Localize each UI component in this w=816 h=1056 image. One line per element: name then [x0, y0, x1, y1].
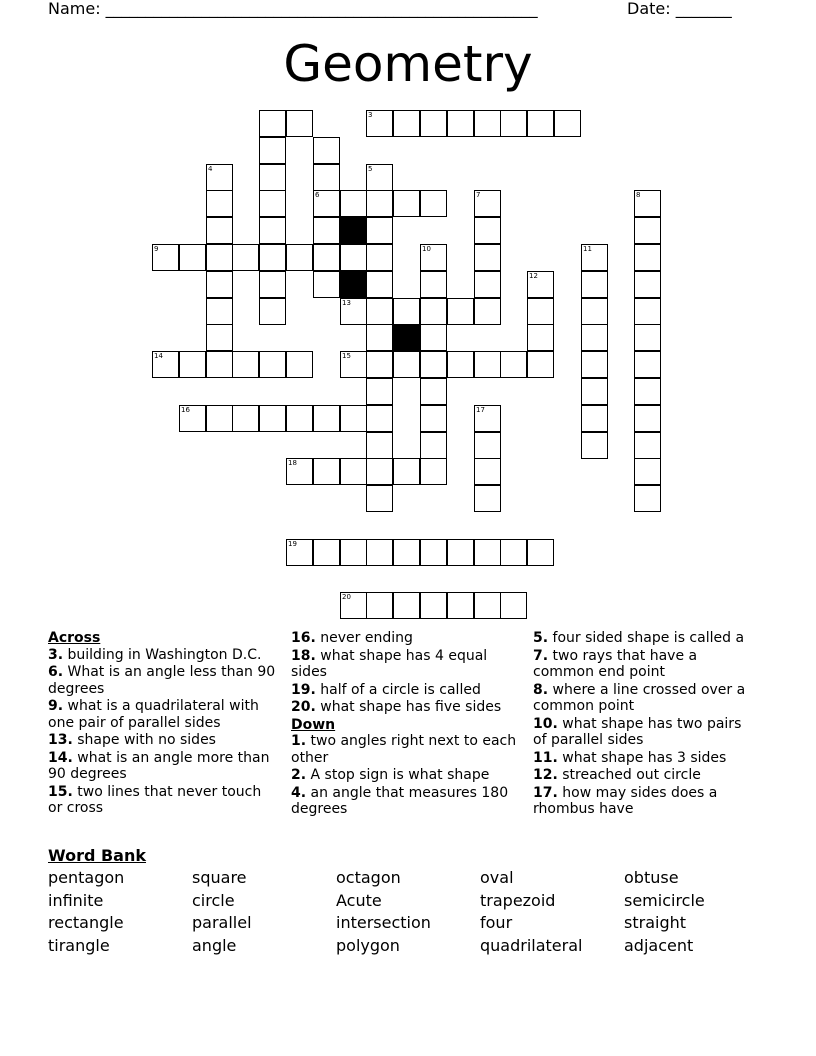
crossword-cell[interactable]	[474, 458, 501, 485]
word-bank-word: trapezoid	[480, 890, 556, 910]
crossword-cell[interactable]	[420, 271, 447, 298]
clue-number: 4	[208, 165, 213, 173]
word-bank-word: intersection	[336, 913, 431, 933]
crossword-black-cell	[340, 271, 367, 298]
clue	[291, 648, 521, 681]
clue-number-label: 13.	[48, 732, 73, 748]
word-bank-word: infinite	[48, 890, 104, 910]
crossword-cell[interactable]	[474, 405, 501, 432]
crossword-cell[interactable]	[232, 351, 259, 378]
crossword-cell[interactable]	[179, 244, 206, 271]
clue-number: 19	[288, 540, 297, 548]
clue-number-label: 10.	[533, 715, 558, 732]
clue-number: 5	[368, 165, 373, 173]
crossword-cell[interactable]	[366, 458, 393, 485]
clue-text: what shape has two pairs of parallel sides	[533, 715, 742, 748]
crossword-cell[interactable]	[474, 190, 501, 217]
date-field-label: Date: _______	[627, 0, 732, 18]
crossword-cell[interactable]	[420, 324, 447, 351]
crossword-cell[interactable]	[340, 298, 367, 325]
crossword-cell[interactable]	[420, 432, 447, 459]
crossword-cell[interactable]	[474, 298, 501, 325]
crossword-cell[interactable]	[206, 351, 233, 378]
crossword-cell[interactable]	[313, 164, 340, 191]
crossword-cell[interactable]	[152, 244, 179, 271]
crossword-cell[interactable]	[206, 244, 233, 271]
crossword-cell[interactable]	[474, 271, 501, 298]
crossword-cell[interactable]	[474, 539, 501, 566]
crossword-cell[interactable]	[179, 405, 206, 432]
crossword-cell[interactable]	[581, 298, 608, 325]
word-bank-word: quadrilateral	[480, 935, 583, 955]
crossword-cell[interactable]	[581, 351, 608, 378]
crossword-cell[interactable]	[420, 539, 447, 566]
crossword-black-cell	[393, 324, 420, 351]
clue	[48, 732, 278, 749]
clue	[291, 733, 521, 766]
clue	[533, 767, 758, 784]
crossword-cell[interactable]	[420, 244, 447, 271]
crossword-cell[interactable]	[259, 271, 286, 298]
crossword-cell[interactable]	[474, 244, 501, 271]
clue-number-label: 12.	[533, 767, 558, 783]
word-bank-word: Acute	[336, 890, 382, 910]
crossword-black-cell	[340, 217, 367, 244]
crossword-cell[interactable]	[420, 110, 447, 137]
crossword-cell[interactable]	[581, 432, 608, 459]
crossword-cell[interactable]	[527, 324, 554, 351]
clue	[533, 750, 758, 767]
crossword-cell[interactable]	[634, 271, 661, 298]
word-bank-word: obtuse	[624, 868, 679, 887]
crossword-cell[interactable]	[634, 244, 661, 271]
crossword-cell[interactable]	[581, 271, 608, 298]
crossword-cell[interactable]	[420, 351, 447, 378]
clues-column-1	[48, 630, 278, 818]
crossword-cell[interactable]	[313, 539, 340, 566]
crossword-cell[interactable]	[232, 244, 259, 271]
crossword-cell[interactable]	[206, 164, 233, 191]
crossword-cell[interactable]	[366, 485, 393, 512]
clue-number: 9	[154, 245, 159, 253]
crossword-cell[interactable]	[286, 405, 313, 432]
crossword-cell[interactable]	[313, 405, 340, 432]
crossword-cell[interactable]	[447, 110, 474, 137]
down-heading: Down	[291, 716, 336, 733]
across-heading: Across	[48, 630, 101, 646]
clue-text: shape with no sides	[72, 732, 216, 748]
crossword-cell[interactable]	[393, 298, 420, 325]
clue-text: never ending	[315, 630, 413, 646]
crossword-cell[interactable]	[500, 110, 527, 137]
crossword-cell[interactable]	[206, 217, 233, 244]
crossword-cell[interactable]	[393, 539, 420, 566]
crossword-cell[interactable]	[581, 244, 608, 271]
clue-number-label: 20.	[291, 699, 316, 715]
clue-number: 10	[422, 245, 431, 253]
clue-number: 6	[315, 191, 320, 199]
clue-text: how may sides does a rhombus have	[533, 784, 718, 817]
header	[48, 0, 748, 20]
crossword-cell[interactable]	[634, 217, 661, 244]
crossword-cell[interactable]	[420, 378, 447, 405]
word-bank-word: pentagon	[48, 868, 125, 887]
clue-number: 12	[529, 272, 538, 280]
clue	[291, 699, 521, 716]
clue-text: what is a quadrilateral with one pair of parallel sides	[48, 698, 259, 731]
crossword-cell[interactable]	[634, 190, 661, 217]
crossword-cell[interactable]	[206, 405, 233, 432]
clue	[48, 664, 278, 697]
clue-number-label: 1.	[291, 733, 307, 749]
clue-number-label: 4.	[291, 784, 307, 801]
crossword-cell[interactable]	[259, 190, 286, 217]
crossword-cell[interactable]	[420, 458, 447, 485]
clue-number-label: 11.	[533, 749, 558, 766]
clue-number-label: 16.	[291, 630, 316, 646]
clue-text: two rays that have a common end point	[533, 647, 698, 680]
page-title: Geometry	[283, 35, 533, 93]
clue-number-label: 14.	[48, 749, 73, 766]
crossword-cell[interactable]	[474, 592, 501, 619]
word-bank-word: square	[192, 868, 247, 887]
clues-column-3	[533, 630, 758, 819]
clue	[48, 698, 278, 731]
crossword-cell[interactable]	[554, 110, 581, 137]
clue	[291, 785, 521, 818]
crossword-cell[interactable]	[500, 351, 527, 378]
word-bank-word: angle	[192, 935, 237, 955]
clue-number-label: 17.	[533, 784, 558, 801]
crossword-cell[interactable]	[366, 190, 393, 217]
crossword-cell[interactable]	[527, 351, 554, 378]
crossword-cell[interactable]	[420, 592, 447, 619]
crossword-cell[interactable]	[393, 592, 420, 619]
crossword-cell[interactable]	[527, 298, 554, 325]
clue	[291, 682, 521, 699]
word-bank-heading: Word Bank	[48, 846, 147, 865]
crossword-cell[interactable]	[500, 539, 527, 566]
crossword-cell[interactable]	[634, 351, 661, 378]
crossword-cell[interactable]	[634, 405, 661, 432]
crossword-cell[interactable]	[366, 324, 393, 351]
crossword-cell[interactable]	[581, 324, 608, 351]
crossword-cell[interactable]	[447, 298, 474, 325]
word-bank-word: adjacent	[624, 935, 694, 955]
clue-text: half of a circle is called	[315, 681, 481, 698]
clue-text: two lines that never touch or cross	[48, 783, 262, 816]
clues-column-2	[291, 630, 521, 819]
word-bank-word: octagon	[336, 868, 401, 887]
clue	[291, 630, 521, 647]
clue-text: four sided shape is called a	[548, 630, 745, 646]
word-bank-word: circle	[192, 890, 235, 910]
crossword-cell[interactable]	[393, 458, 420, 485]
crossword-cell[interactable]	[313, 244, 340, 271]
crossword-cell[interactable]	[634, 298, 661, 325]
crossword-cell[interactable]	[474, 351, 501, 378]
crossword-cell[interactable]	[581, 378, 608, 405]
word-bank-word: semicircle	[624, 890, 705, 910]
crossword-cell[interactable]	[286, 110, 313, 137]
crossword-cell[interactable]	[447, 592, 474, 619]
crossword-cell[interactable]	[393, 190, 420, 217]
crossword-cell[interactable]	[340, 190, 367, 217]
clue	[48, 750, 278, 783]
crossword-cell[interactable]	[366, 244, 393, 271]
crossword-cell[interactable]	[206, 190, 233, 217]
crossword-cell[interactable]	[313, 137, 340, 164]
clue	[48, 647, 278, 664]
crossword-cell[interactable]	[420, 190, 447, 217]
crossword-cell[interactable]	[286, 539, 313, 566]
crossword-cell[interactable]	[420, 298, 447, 325]
crossword-cell[interactable]	[474, 110, 501, 137]
clue-number: 16	[181, 406, 190, 414]
crossword-cell[interactable]	[340, 592, 367, 619]
clue-number: 18	[288, 459, 297, 467]
crossword-cell[interactable]	[366, 539, 393, 566]
clue-number-label: 5.	[533, 630, 549, 646]
crossword-cell[interactable]	[286, 458, 313, 485]
crossword-cell[interactable]	[366, 592, 393, 619]
word-bank-word: polygon	[336, 935, 400, 955]
crossword-cell[interactable]	[634, 324, 661, 351]
crossword-cell[interactable]	[581, 405, 608, 432]
clue	[533, 630, 758, 647]
crossword-cell[interactable]	[366, 298, 393, 325]
clue-number: 14	[154, 352, 163, 360]
crossword-cell[interactable]	[152, 351, 179, 378]
crossword-cell[interactable]	[366, 271, 393, 298]
clue-number-label: 8.	[533, 681, 549, 698]
crossword-cell[interactable]	[634, 432, 661, 459]
word-bank-word: tirangle	[48, 935, 110, 955]
clue-number: 3	[368, 111, 373, 119]
clue-number-label: 3.	[48, 646, 64, 663]
clue-text: What is an angle less than 90 degrees	[48, 664, 276, 697]
clue-number: 15	[342, 352, 351, 360]
word-bank-word: parallel	[192, 913, 252, 933]
crossword-cell[interactable]	[366, 432, 393, 459]
crossword-cell[interactable]	[259, 137, 286, 164]
clue-text: where a line crossed over a common point	[533, 681, 746, 714]
crossword-cell[interactable]	[340, 458, 367, 485]
clue-text: what shape has 4 equal sides	[291, 647, 488, 680]
crossword-cell[interactable]	[340, 244, 367, 271]
clue-text: A stop sign is what shape	[306, 767, 490, 783]
crossword-cell[interactable]	[340, 539, 367, 566]
crossword-cell[interactable]	[259, 244, 286, 271]
crossword-cell[interactable]	[420, 405, 447, 432]
crossword-cell[interactable]	[527, 271, 554, 298]
crossword-cell[interactable]	[259, 110, 286, 137]
clue-text: streached out circle	[557, 767, 701, 783]
clue-number-label: 2.	[291, 767, 307, 783]
crossword-cell[interactable]	[313, 271, 340, 298]
clue	[291, 767, 521, 784]
clue-text: what shape has five sides	[315, 699, 502, 715]
clue	[48, 784, 278, 817]
crossword-cell[interactable]	[286, 244, 313, 271]
crossword-cell[interactable]	[206, 298, 233, 325]
crossword-cell[interactable]	[366, 164, 393, 191]
clue-number-label: 6.	[48, 664, 64, 680]
crossword-cell[interactable]	[474, 485, 501, 512]
crossword-cell[interactable]	[366, 351, 393, 378]
clue-number: 20	[342, 593, 351, 601]
clue-number: 8	[636, 191, 641, 199]
clue-text: what is an angle more than 90 degrees	[48, 749, 270, 782]
crossword-cell[interactable]	[393, 351, 420, 378]
crossword-cell[interactable]	[447, 351, 474, 378]
crossword-cell[interactable]	[366, 110, 393, 137]
crossword-cell[interactable]	[259, 217, 286, 244]
crossword-cell[interactable]	[206, 324, 233, 351]
clue-number-label: 7.	[533, 647, 549, 664]
crossword-cell[interactable]	[447, 539, 474, 566]
word-bank-word: straight	[624, 913, 687, 933]
crossword-cell[interactable]	[206, 271, 233, 298]
crossword-cell[interactable]	[340, 405, 367, 432]
crossword-cell[interactable]	[366, 405, 393, 432]
crossword-cell[interactable]	[259, 298, 286, 325]
crossword-cell[interactable]	[393, 110, 420, 137]
crossword-cell[interactable]	[634, 458, 661, 485]
crossword-cell[interactable]	[500, 592, 527, 619]
crossword-cell[interactable]	[366, 378, 393, 405]
crossword-cell[interactable]	[259, 351, 286, 378]
crossword-cell[interactable]	[634, 485, 661, 512]
crossword-cell[interactable]	[313, 190, 340, 217]
clue-number-label: 15.	[48, 783, 73, 800]
crossword-cell[interactable]	[527, 110, 554, 137]
clue-number-label: 9.	[48, 698, 64, 714]
crossword-cell[interactable]	[634, 378, 661, 405]
word-bank-word: oval	[480, 868, 514, 887]
crossword-cell[interactable]	[474, 217, 501, 244]
clue	[533, 716, 758, 749]
clue-number-label: 18.	[291, 647, 316, 664]
crossword-cell[interactable]	[179, 351, 206, 378]
clue	[533, 785, 758, 818]
clue-number: 11	[583, 245, 592, 253]
crossword-cell[interactable]	[259, 164, 286, 191]
clue-text: an angle that measures 180 degrees	[291, 784, 509, 817]
clue	[533, 648, 758, 681]
crossword-cell[interactable]	[527, 539, 554, 566]
crossword-cell[interactable]	[313, 458, 340, 485]
clue-number: 17	[476, 406, 485, 414]
clue-number: 13	[342, 299, 351, 307]
clue	[533, 682, 758, 715]
crossword-cell[interactable]	[232, 405, 259, 432]
word-bank-word: rectangle	[48, 913, 124, 933]
clue-text: what shape has 3 sides	[557, 749, 727, 766]
clue-number-label: 19.	[291, 681, 316, 698]
crossword-cell[interactable]	[259, 405, 286, 432]
word-bank-word: four	[480, 913, 513, 933]
crossword-cell[interactable]	[474, 432, 501, 459]
crossword-cell[interactable]	[340, 351, 367, 378]
crossword-cell[interactable]	[313, 217, 340, 244]
clue-number: 7	[476, 191, 481, 199]
clue-text: building in Washington D.C.	[63, 646, 262, 663]
crossword-cell[interactable]	[366, 217, 393, 244]
crossword-cell[interactable]	[286, 351, 313, 378]
name-field-label: Name: ______________________________________________________	[48, 0, 538, 18]
clue-text: two angles right next to each other	[291, 733, 517, 766]
